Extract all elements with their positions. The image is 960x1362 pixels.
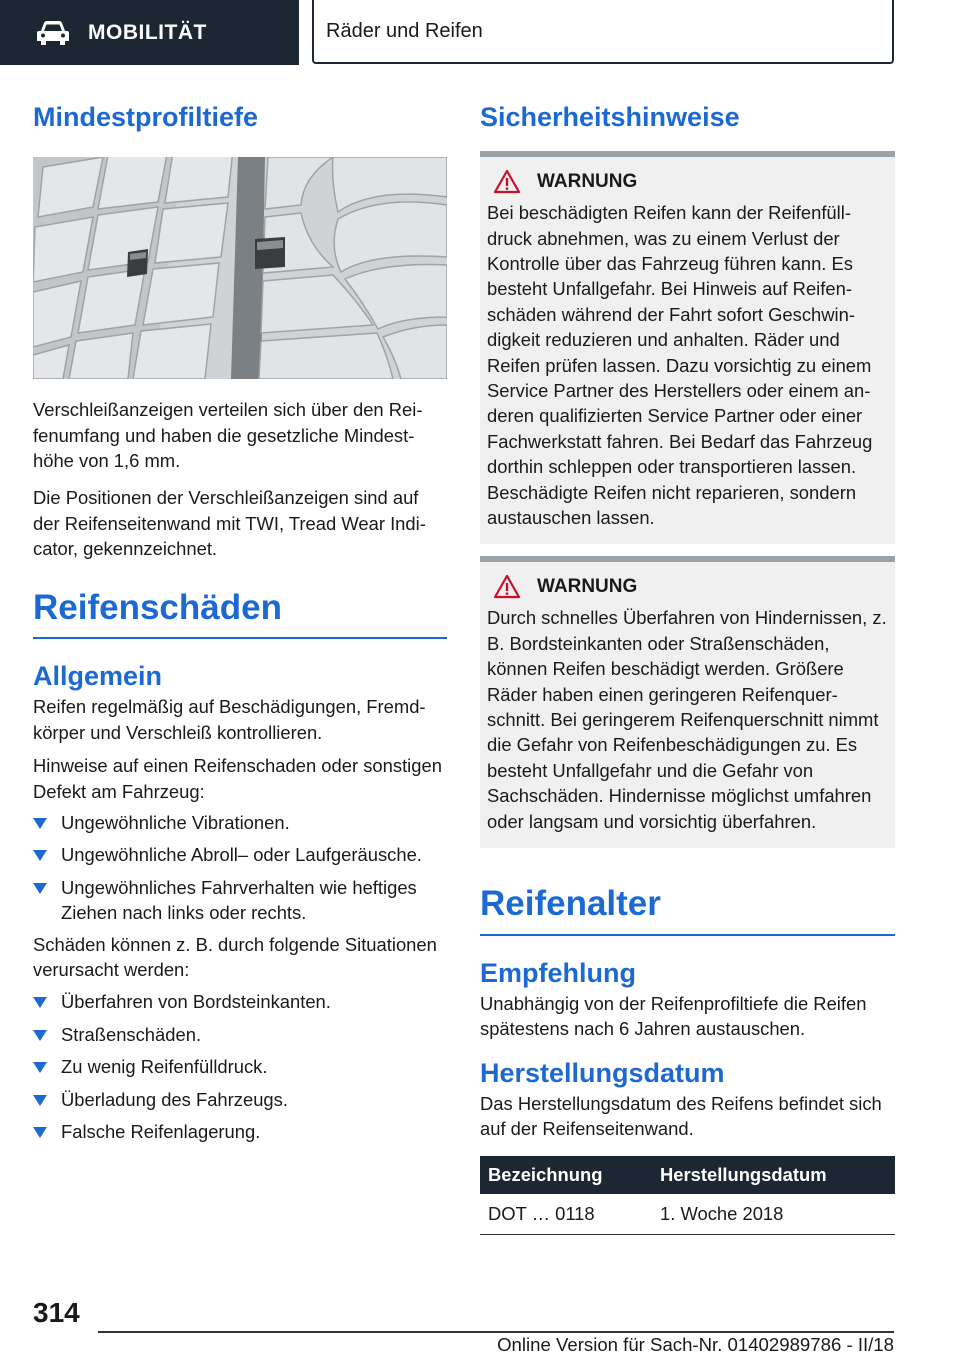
paragraph: Schäden können z. B. durch folgende Situationen verursacht werden: [33, 933, 437, 981]
warning-header [493, 574, 887, 599]
warning-text: Durch schnelles Überfahren von Hindernissen, z. B. Bordsteinkanten oder Straßenschäden, können Reifen beschädigt werden. Größere Räder haben einen geringeren Reifenquerschnitt. Bei geringerem Reifenquerschnitt nimmt die Gefahr von Reifenbeschädigungen zu. Es besteht Unfallgefahr und die Gefahr von Sachschäden. Hindernisse möglichst umfahren oder langsam und vorsichtig überfahren. [487, 607, 887, 832]
triangle-bullet-icon [33, 1062, 47, 1073]
paragraph: Reifen regelmäßig auf Beschädigungen, Fremdkörper und Verschleiß kontrollieren. [33, 696, 426, 743]
list-item: Ungewöhnliche Vibrationen. [33, 810, 447, 835]
paragraph: Das Herstellungsdatum des Reifens befindet sich auf der Reifenseitenwand. [480, 1092, 882, 1140]
column-header: Herstellungsdatum [652, 1156, 895, 1194]
right-column [480, 100, 895, 1235]
list-item: Ungewöhnliches Fahrverhalten wie heftiges Ziehen nach links oder rechts. [33, 875, 447, 926]
list-item: Straßenschäden. [33, 1022, 447, 1047]
list-item: Zu wenig Reifenfülldruck. [33, 1054, 447, 1079]
table-cell: DOT … 0118 [480, 1194, 652, 1235]
column-header: Bezeichnung [480, 1156, 652, 1194]
tread-wear-indicator-illustration [33, 157, 447, 379]
manufacture-date-title: Herstellungsdatum [480, 1057, 725, 1088]
warning-text: Bei beschädigten Reifen kann der Reifenfülldruck abnehmen, was zu einem Verlust der Kontrolle über das Fahrzeug führen kann. Es besteht Unfallgefahr. Bei Hinweis auf Reifenschäden während der Fahrt sofort Geschwindigkeit reduzieren und anhalten. Räder und Reifen prüfen lassen. Dazu vorsichtig zu einem Service Partner des Herstellers oder einem anderen qualifizierten Service Partner oder einer Fachwerkstatt fahren. Bei Bedarf das Fahrzeug dorthin schleppen oder transportieren lassen. Beschädigte Reifen nicht reparieren, sondern austauschen lassen. [487, 202, 873, 528]
triangle-bullet-icon [33, 850, 47, 861]
online-version-note: Online Version für Sach-Nr. 01402989786 - II/18 [497, 1334, 894, 1355]
chapter-tab [312, 0, 894, 64]
car-icon [36, 20, 70, 46]
list-item: Überfahren von Bordsteinkanten. [33, 989, 447, 1014]
chapter-label: Räder und Reifen [326, 19, 483, 42]
paragraph: Die Positionen der Verschleißanzeigen sind auf der Reifenseitenwand mit TWI, Tread Wear Indicator, gekennzeichnet. [33, 487, 426, 560]
table-cell: 1. Woche 2018 [652, 1194, 895, 1235]
dot-date-table [480, 1156, 895, 1235]
causes-list [33, 989, 447, 1144]
footer-divider [98, 1331, 894, 1333]
warning-header [493, 169, 887, 194]
list-item: Ungewöhnliche Abroll– oder Laufgeräusche. [33, 842, 447, 867]
list-item: Überladung des Fahrzeugs. [33, 1087, 447, 1112]
warning-triangle-icon [493, 169, 521, 194]
section-tab [0, 0, 299, 65]
list-item: Falsche Reifenlagerung. [33, 1119, 447, 1144]
triangle-bullet-icon [33, 883, 47, 894]
triangle-bullet-icon [33, 818, 47, 829]
min-tread-title: Mindestprofiltiefe [33, 102, 259, 132]
triangle-bullet-icon [33, 1127, 47, 1138]
signs-list [33, 810, 447, 926]
paragraph: Hinweise auf einen Reifenschaden oder sonstigen Defekt am Fahrzeug: [33, 755, 442, 802]
warning-label: WARNUNG [537, 575, 638, 597]
tire-age-title: Reifenalter [480, 882, 895, 936]
recommendation-title: Empfehlung [480, 957, 636, 988]
safety-title: Sicherheitshinweise [480, 102, 740, 132]
warning-box [480, 151, 895, 544]
triangle-bullet-icon [33, 997, 47, 1008]
triangle-bullet-icon [33, 1095, 47, 1106]
paragraph: Unabhängig von der Reifenprofiltiefe die Reifen spätestens nach 6 Jahren austauschen. [480, 992, 867, 1040]
warning-triangle-icon [493, 574, 521, 599]
paragraph: Verschleißanzeigen verteilen sich über den Reifenumfang und haben die gesetzliche Mindesthöhe von 1,6 mm. [33, 399, 423, 471]
triangle-bullet-icon [33, 1030, 47, 1041]
warning-box [480, 556, 895, 848]
page-number: 314 [33, 1297, 80, 1328]
tire-damage-title: Reifenschäden [33, 586, 447, 640]
table-row [480, 1194, 895, 1235]
warning-label: WARNUNG [537, 170, 638, 192]
general-title: Allgemein [33, 661, 163, 692]
table-header-row [480, 1156, 895, 1194]
left-column [33, 100, 447, 1144]
section-label: MOBILITÄT [88, 20, 207, 44]
